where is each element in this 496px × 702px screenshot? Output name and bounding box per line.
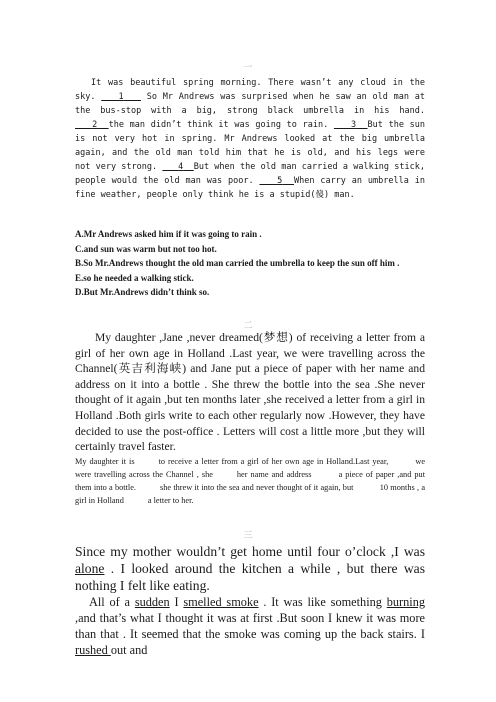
option-d: D.But Mr.Andrews didn’t think so. (75, 287, 210, 297)
section-3-heading: 三 (243, 531, 253, 541)
section-1-options (75, 227, 425, 300)
passage-paragraph-1: Since my mother wouldn’t get home until four o’clock ,I was alone . I looked around the kitchen a while , but there was nothing I felt like eating. (75, 544, 425, 593)
section-1-heading: 一 (243, 63, 253, 73)
blank-4: 4 (178, 162, 184, 172)
passage-paragraph-2: All of a sudden I smelled smoke . It was like something burning ,and that’s what I thought it was at first .But soon I knew it was more than that . It seemed that the smoke was coming up the back stairs. I rushed out and (75, 595, 425, 657)
option-c: C.and sun was warm but not too hot. (75, 243, 217, 254)
option-b: B.So Mr.Andrews thought the old man carried the umbrella to keep the sun off him . (75, 258, 400, 268)
passage-paragraph: My daughter ,Jane ,never dreamed(梦想) of receiving a letter from a girl of her own age in Holland .Last year, we were travelling across the Channel(英吉利海峡) and Jane put a piece of paper with her name and address on it into a bottle . She threw the bottle into the sea .She never thought of it again ,but ten months later ,she received a letter from a girl in Holland .Both girls write to each other regularly now .However, they have decided to use the post-office . Letters will cost a little more ,but they will certainly travel faster. (75, 331, 425, 454)
blank-1: 1 (118, 92, 124, 102)
blank-3: 3 (351, 120, 357, 130)
blank-5: 5 (277, 176, 283, 186)
option-e: E.so he needed a walking stick. (75, 272, 194, 283)
option-a: A.Mr Andrews asked him if it was going to rain . (75, 229, 262, 239)
section-1-passage (75, 76, 425, 202)
summary-paragraph: My daughter it is to receive a letter from a girl of her own age in Holland.Last year, we were travelling across the Channel , she her name and address a piece of paper ,and put them into a bottle. she threw it into the sea and never thought of it again, but 10 months , a girl in Holland a letter to her. (75, 457, 426, 505)
section-2-heading: 二 (243, 321, 253, 331)
section-2-summary (75, 455, 425, 507)
section-2-passage (75, 330, 425, 455)
passage-paragraph: It was beautiful spring morning. There wasn’t any cloud in the sky. 1 So Mr Andrews was surprised when he saw an old man at the bus-stop with a big, strong black umbrella in his hand. 2 the man didn’t think it was going to rain. 3 But the sun is not very hot in spring. Mr Andrews looked at the big umbrella again, and the old man told him that he is old, and his legs were not very strong. 4 But when the old man carried a walking stick, people would the old man was poor. 5 When carry an umbrella in fine weather, people only think he is a stupid(傻) man. (75, 78, 426, 200)
blank-2: 2 (92, 120, 98, 130)
section-3-passage (75, 543, 425, 658)
